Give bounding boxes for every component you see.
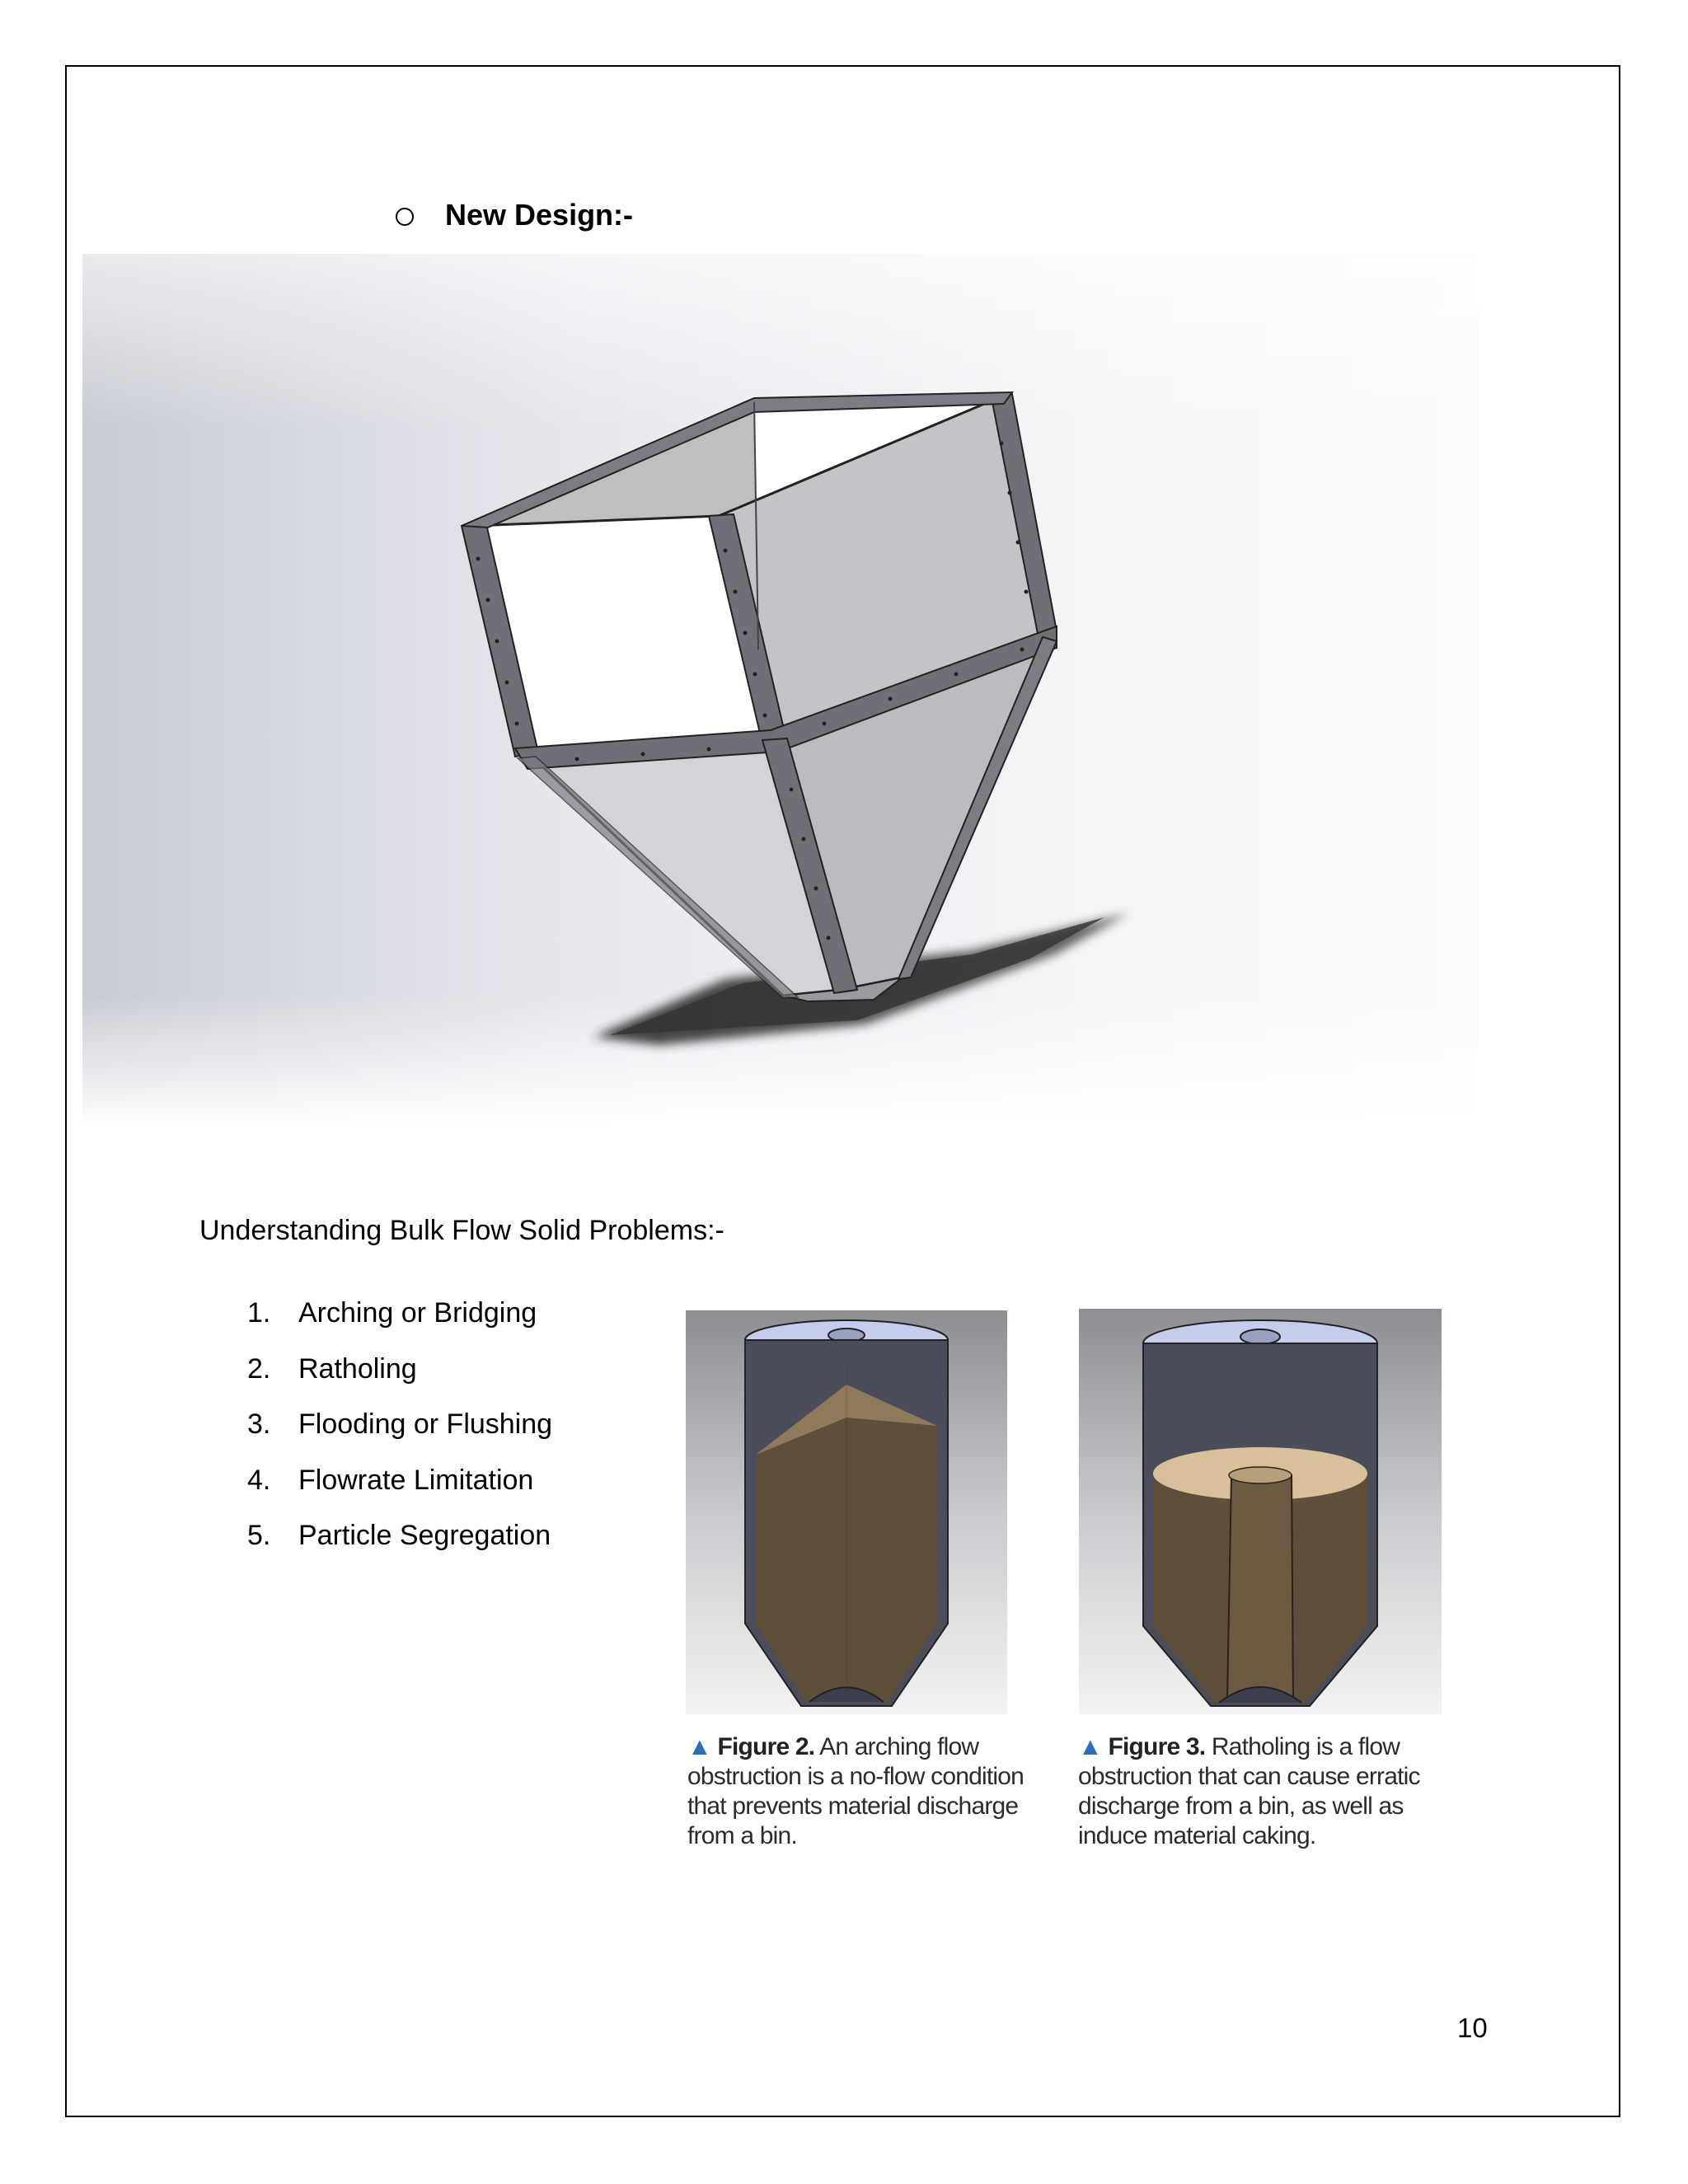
list-item-number: 1. — [247, 1297, 271, 1329]
list-item-number: 5. — [247, 1520, 271, 1551]
list-item — [247, 1353, 552, 1409]
figure-3-ratholing-image — [1079, 1309, 1442, 1714]
section-title: New Design:- — [445, 198, 634, 232]
triangle-marker-icon: ▲ — [687, 1733, 711, 1760]
list-item-label: Particle Segregation — [298, 1520, 551, 1551]
problems-intro: Understanding Bulk Flow Solid Problems:- — [199, 1215, 724, 1246]
problem-list — [247, 1297, 552, 1576]
list-item — [247, 1465, 552, 1521]
figure-3-label: Figure 3. — [1108, 1733, 1206, 1760]
section-heading — [396, 198, 633, 232]
figure-2-caption — [687, 1732, 1034, 1851]
list-item-label: Arching or Bridging — [298, 1297, 537, 1329]
list-item-number: 3. — [247, 1408, 271, 1440]
list-item — [247, 1520, 552, 1576]
hopper-3d-model-image — [82, 254, 1479, 1127]
list-item-label: Ratholing — [298, 1352, 417, 1385]
page-number: 10 — [1457, 2013, 1488, 2043]
list-item-number: 2. — [247, 1352, 271, 1385]
figure-3-text: Ratholing is a flow obstruction that can cause erratic discharge from a bin, as well as induce material caking. — [1078, 1733, 1420, 1849]
list-item — [247, 1408, 552, 1465]
figure-3-caption — [1078, 1732, 1441, 1851]
figure-2-text: An arching flow obstruction is a no-flow condition that prevents material discharge from a bin. — [687, 1733, 1025, 1849]
triangle-marker-icon: ▲ — [1078, 1733, 1102, 1760]
hollow-circle-bullet-icon — [396, 208, 414, 226]
figure-2-arching-image — [686, 1310, 1007, 1714]
figure-2-label: Figure 2. — [717, 1733, 815, 1760]
list-item-number: 4. — [247, 1464, 271, 1496]
list-item-label: Flowrate Limitation — [298, 1464, 534, 1496]
list-item — [247, 1297, 552, 1353]
list-item-label: Flooding or Flushing — [298, 1408, 553, 1440]
